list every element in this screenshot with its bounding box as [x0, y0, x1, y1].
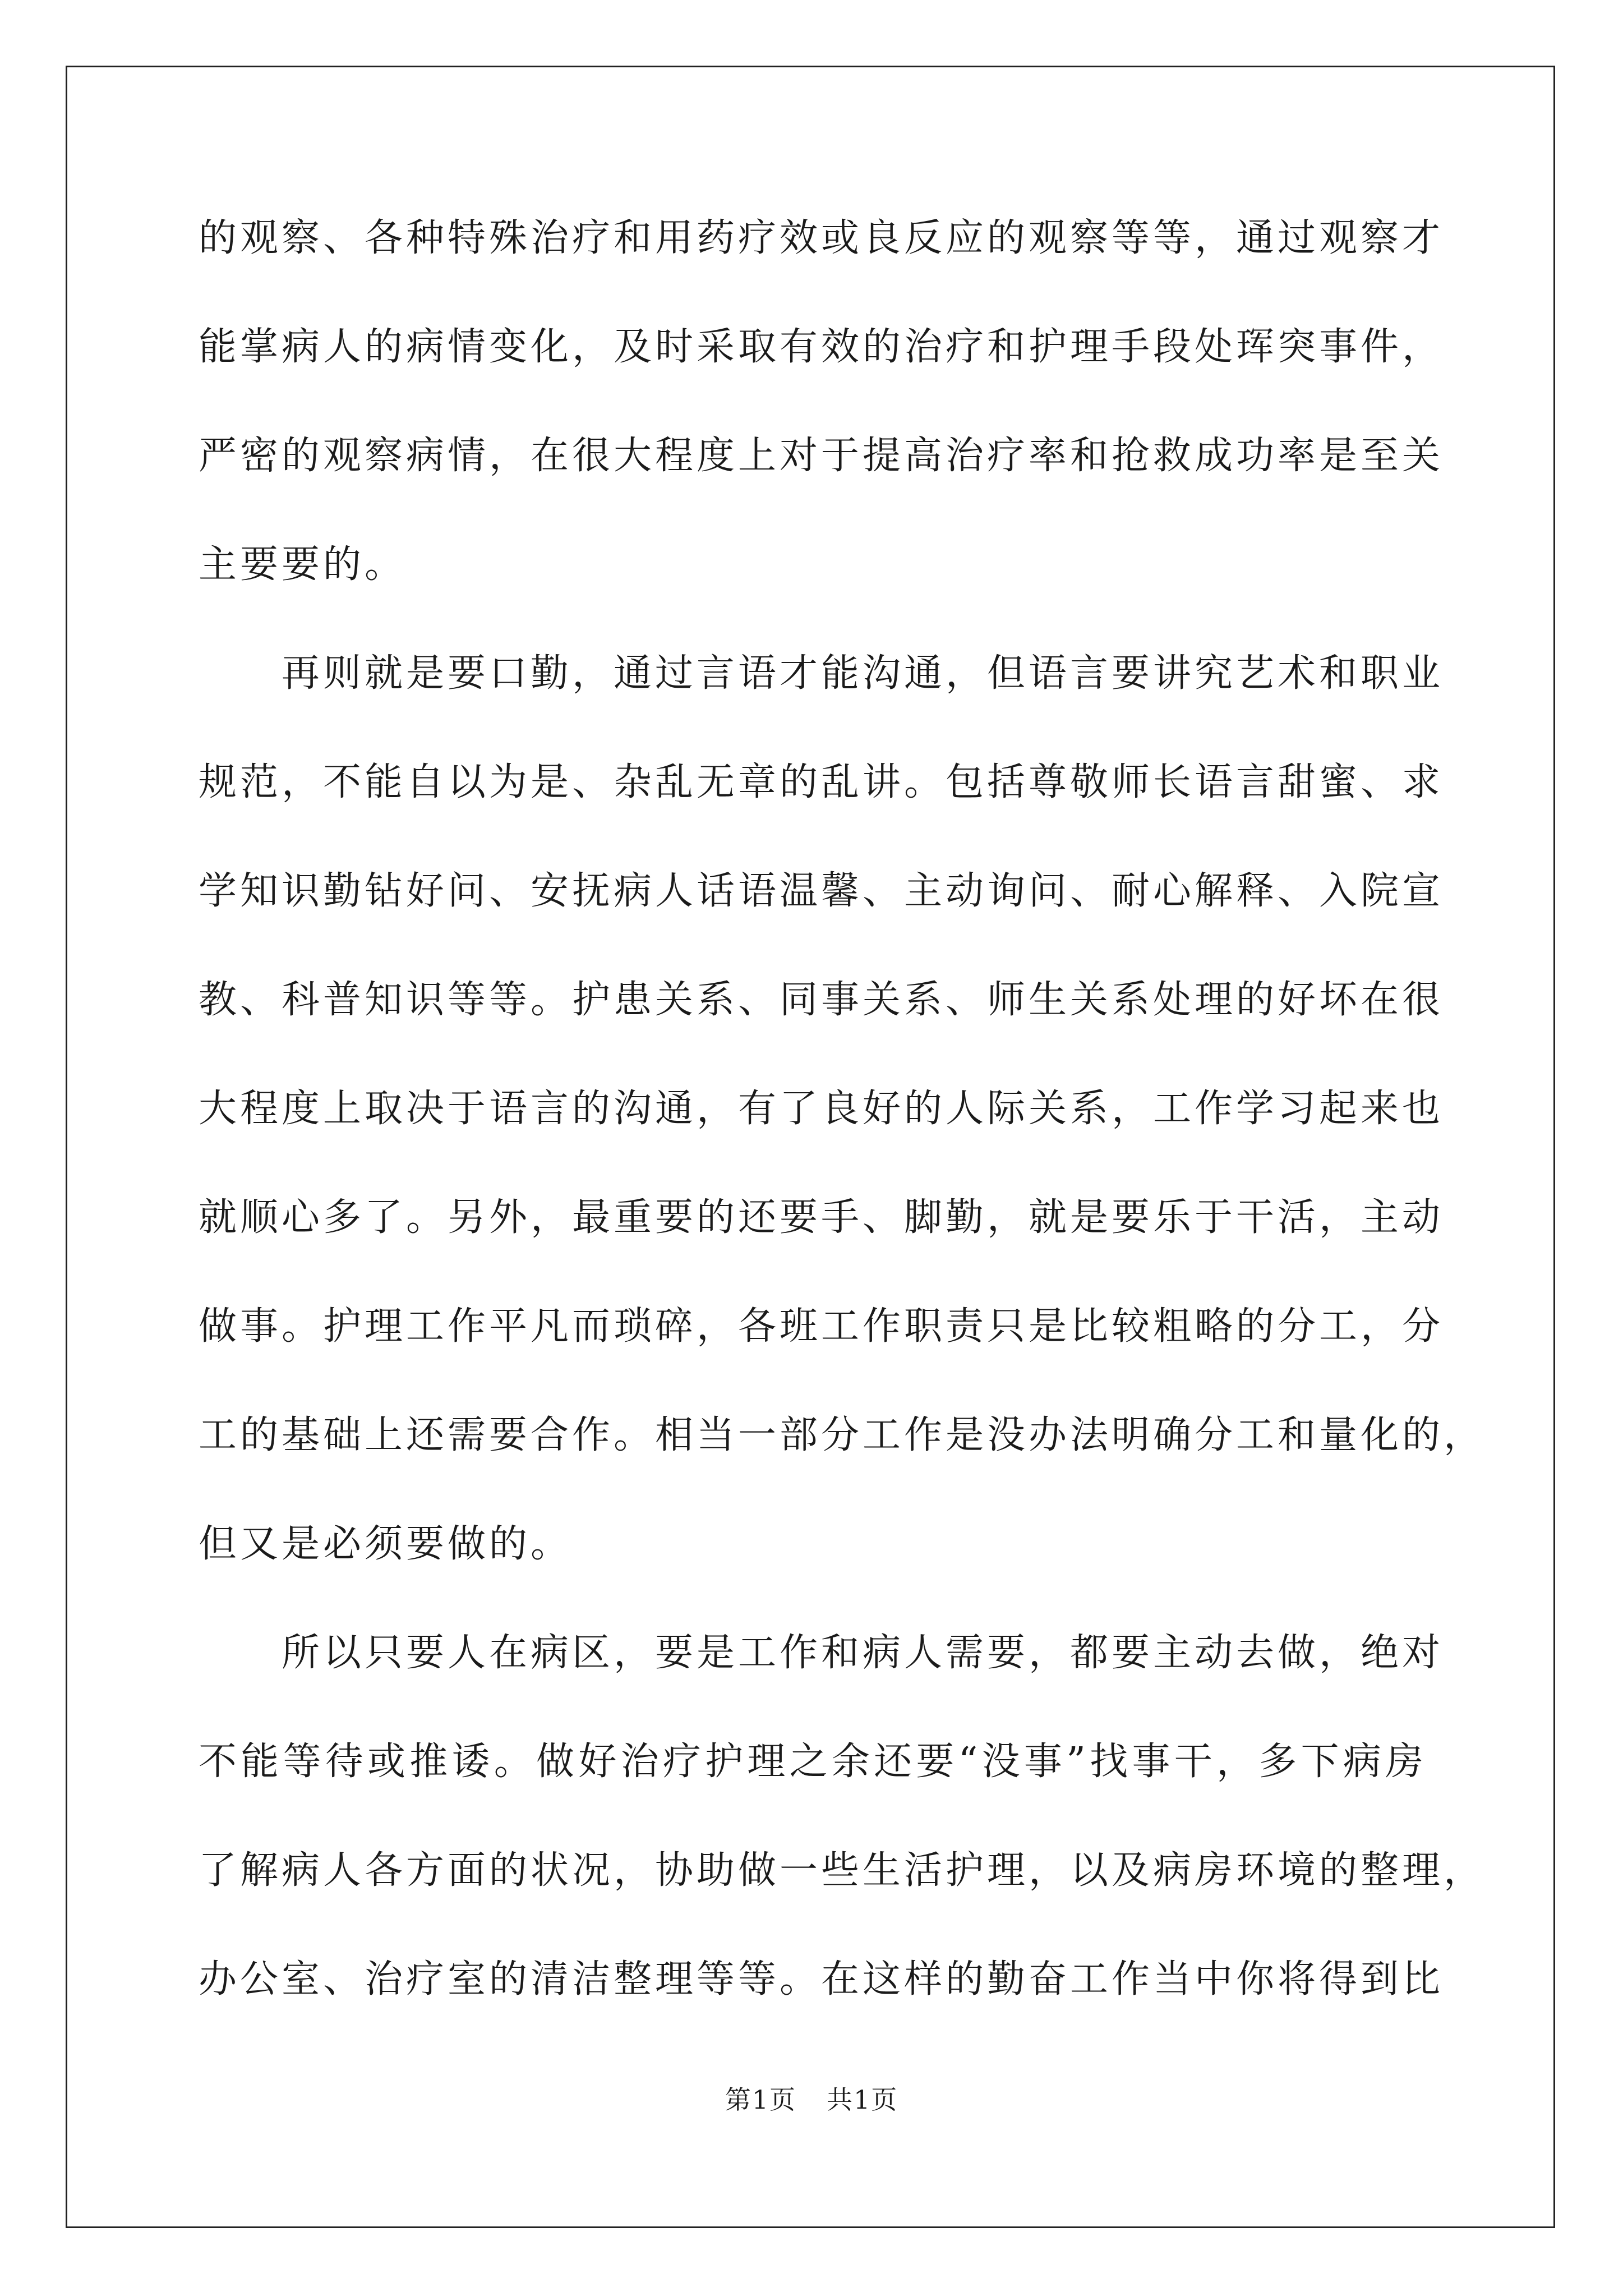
- document-body: [199, 213, 1486, 2063]
- text-line: 做事。护理工作平凡而琐碎，各班工作职责只是比较粗略的分工，分: [199, 1304, 1444, 1349]
- page-footer: [0, 2084, 1623, 2115]
- text-line: 严密的观察病情，在很大程度上对于提高治疗率和抢救成功率是至关: [199, 434, 1444, 478]
- text-line: 教、科普知识等等。护患关系、同事关系、师生关系处理的好坏在很: [199, 978, 1444, 1022]
- text-line: 但又是必须要做的。: [199, 1522, 573, 1566]
- text-line: 大程度上取决于语言的沟通，有了良好的人际关系，工作学习起来也: [199, 1087, 1444, 1131]
- text-line: 能掌病人的病情变化，及时采取有效的治疗和护理手段处珲突事件，: [199, 325, 1444, 369]
- paragraph-first-line: 再则就是要口勤，通过言语才能沟通，但语言要讲究艺术和职业: [282, 651, 1444, 696]
- text-line: 就顺心多了。另外，最重要的还要手、脚勤，就是要乐于干活，主动: [199, 1195, 1444, 1240]
- text-line: 了解病人各方面的状况，协助做一些生活护理，以及病房环境的整理，: [199, 1848, 1486, 1893]
- text-line: 规范，不能自以为是、杂乱无章的乱讲。包括尊敬师长语言甜蜜、求: [199, 760, 1444, 804]
- text-line: 主要要的。: [199, 542, 407, 587]
- text-line: 学知识勤钻好问、安抚病人话语温馨、主动询问、耐心解释、入院宣: [199, 869, 1444, 913]
- page-number: 第1页: [725, 2085, 796, 2115]
- text-line: 工的基础上还需要合作。相当一部分工作是没办法明确分工和量化的，: [199, 1413, 1486, 1457]
- text-line: 办公室、治疗室的清洁整理等等。在这样的勤奋工作当中你将得到比: [199, 1957, 1444, 2001]
- text-line: 不能等待或推诿。做好治疗护理之余还要“没事”找事干，多下病房: [199, 1740, 1427, 1784]
- paragraph-first-line: 所以只要人在病区，要是工作和病人需要，都要主动去做，绝对: [282, 1631, 1444, 1675]
- page-total: 共1页: [827, 2085, 898, 2115]
- text-line: 的观察、各种特殊治疗和用药疗效或良反应的观察等等，通过观察才: [199, 216, 1444, 260]
